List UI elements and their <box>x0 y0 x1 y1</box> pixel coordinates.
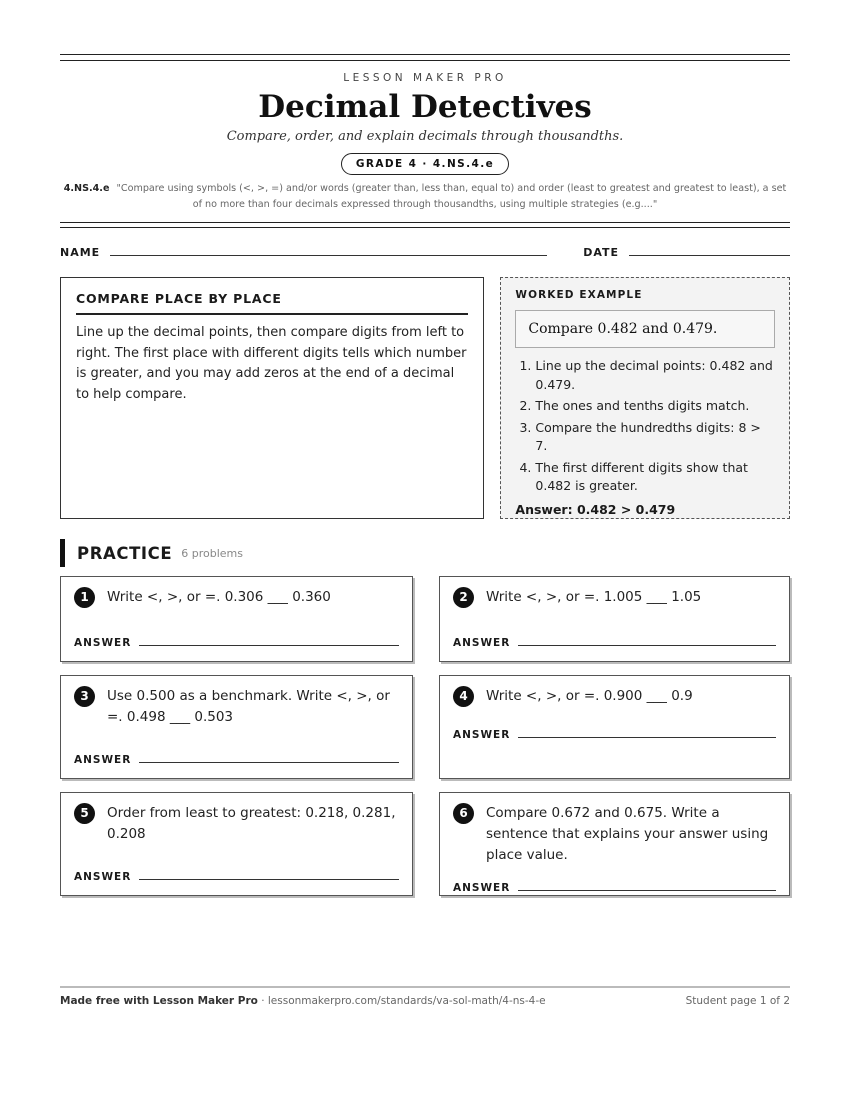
problem-text: Write <, >, or =. 0.900 ___ 0.9 <box>486 688 693 704</box>
worked-example-step: 1. Line up the decimal points: 0.482 and 0.479. <box>535 357 775 394</box>
badge-wrap <box>60 152 790 175</box>
standard-text: "Compare using symbols (<, >, =) and/or words (greater than, less than, equal to) and order (least to greatest and greatest to least), a set of no more than four decimals expressed through thousandths, using multiple strategies (e.g...." <box>116 183 787 210</box>
standard-description <box>60 181 790 213</box>
answer-row <box>74 621 399 649</box>
page-footer <box>60 986 790 1007</box>
problem-number-badge: 1 <box>74 587 95 608</box>
problem-text: Write <, >, or =. 0.306 ___ 0.360 <box>107 589 331 605</box>
problem-text: Compare 0.672 and 0.675. Write a sentence that explains your answer using place value. <box>486 805 769 863</box>
problem-number-badge: 3 <box>74 686 95 707</box>
problem-card-5 <box>60 792 413 896</box>
footer-credit <box>60 995 546 1007</box>
concept-body: Line up the decimal points, then compare digits from left to right. The first place with different digits tells which number is greater, and you may add zeros at the end of a decimal to help compare. <box>76 325 467 402</box>
date-line[interactable] <box>629 255 790 256</box>
worked-example-step: 2. The ones and tenths digits match. <box>535 397 775 416</box>
problem-text: Order from least to greatest: 0.218, 0.281, 0.208 <box>107 805 396 842</box>
practice-accent-bar <box>60 539 65 567</box>
problem-card-2 <box>439 576 790 662</box>
practice-header <box>60 539 790 567</box>
problem-card-3 <box>60 675 413 779</box>
name-line[interactable] <box>110 255 547 256</box>
problem-question <box>74 587 399 608</box>
answer-row <box>74 738 399 766</box>
footer-made-with: Made free with Lesson Maker Pro <box>60 995 258 1007</box>
answer-line[interactable] <box>518 890 776 891</box>
answer-row <box>453 707 776 741</box>
problem-question <box>453 803 776 866</box>
problem-question <box>74 803 399 845</box>
standard-code: 4.NS.4.e <box>63 183 110 194</box>
footer-url[interactable]: · lessonmakerpro.com/standards/va-sol-math/4-ns-4-e <box>257 995 546 1007</box>
worked-example-steps <box>515 357 775 496</box>
worked-example-answer: Answer: 0.482 > 0.479 <box>515 501 676 517</box>
lesson-boxes <box>60 277 790 519</box>
worksheet-page <box>60 54 790 896</box>
worked-example-step: 4. The first different digits show that 0.482 is greater. <box>535 459 775 496</box>
problem-text: Use 0.500 as a benchmark. Write <, >, or =. 0.498 ___ 0.503 <box>107 688 390 725</box>
worked-example-prompt: Compare 0.482 and 0.479. <box>515 310 775 348</box>
answer-row <box>74 855 399 883</box>
problem-question <box>74 686 399 728</box>
problem-number-badge: 4 <box>453 686 474 707</box>
worked-example-heading: WORKED EXAMPLE <box>515 289 643 301</box>
answer-line[interactable] <box>518 737 776 738</box>
student-fields <box>60 246 790 259</box>
answer-label: ANSWER <box>453 882 511 894</box>
worked-example-box <box>500 277 790 519</box>
answer-row <box>453 621 776 649</box>
problem-number-badge: 6 <box>453 803 474 824</box>
answer-line[interactable] <box>139 879 399 880</box>
problem-number-badge: 5 <box>74 803 95 824</box>
header-double-rule <box>60 222 790 228</box>
answer-label: ANSWER <box>74 754 132 766</box>
answer-label: ANSWER <box>74 637 132 649</box>
footer-page-number: Student page 1 of 2 <box>685 995 790 1007</box>
answer-label: ANSWER <box>453 637 511 649</box>
top-double-rule <box>60 54 790 61</box>
worked-example-step: 3. Compare the hundredths digits: 8 > 7. <box>535 419 775 456</box>
problem-card-1 <box>60 576 413 662</box>
page-subtitle: Compare, order, and explain decimals through thousandths. <box>226 129 624 144</box>
problem-number-badge: 2 <box>453 587 474 608</box>
date-label: DATE <box>583 246 619 259</box>
page-title: Decimal Detectives <box>258 89 592 125</box>
problem-text: Write <, >, or =. 1.005 ___ 1.05 <box>486 589 702 605</box>
practice-title: PRACTICE <box>77 543 173 563</box>
answer-label: ANSWER <box>74 871 132 883</box>
concept-box <box>60 277 484 519</box>
problem-card-4 <box>439 675 790 779</box>
answer-row <box>453 866 776 894</box>
answer-line[interactable] <box>139 645 399 646</box>
problem-question <box>453 587 776 608</box>
practice-count: 6 problems <box>181 546 244 560</box>
practice-grid <box>60 576 790 896</box>
name-label: NAME <box>60 246 101 259</box>
answer-label: ANSWER <box>453 729 511 741</box>
grade-badge: GRADE 4 · 4.NS.4.e <box>341 153 509 175</box>
concept-heading: COMPARE PLACE BY PLACE <box>76 291 468 315</box>
answer-line[interactable] <box>518 645 776 646</box>
problem-card-6 <box>439 792 790 896</box>
brand-label: LESSON MAKER PRO <box>343 72 507 84</box>
problem-question <box>453 686 776 707</box>
answer-line[interactable] <box>139 762 399 763</box>
